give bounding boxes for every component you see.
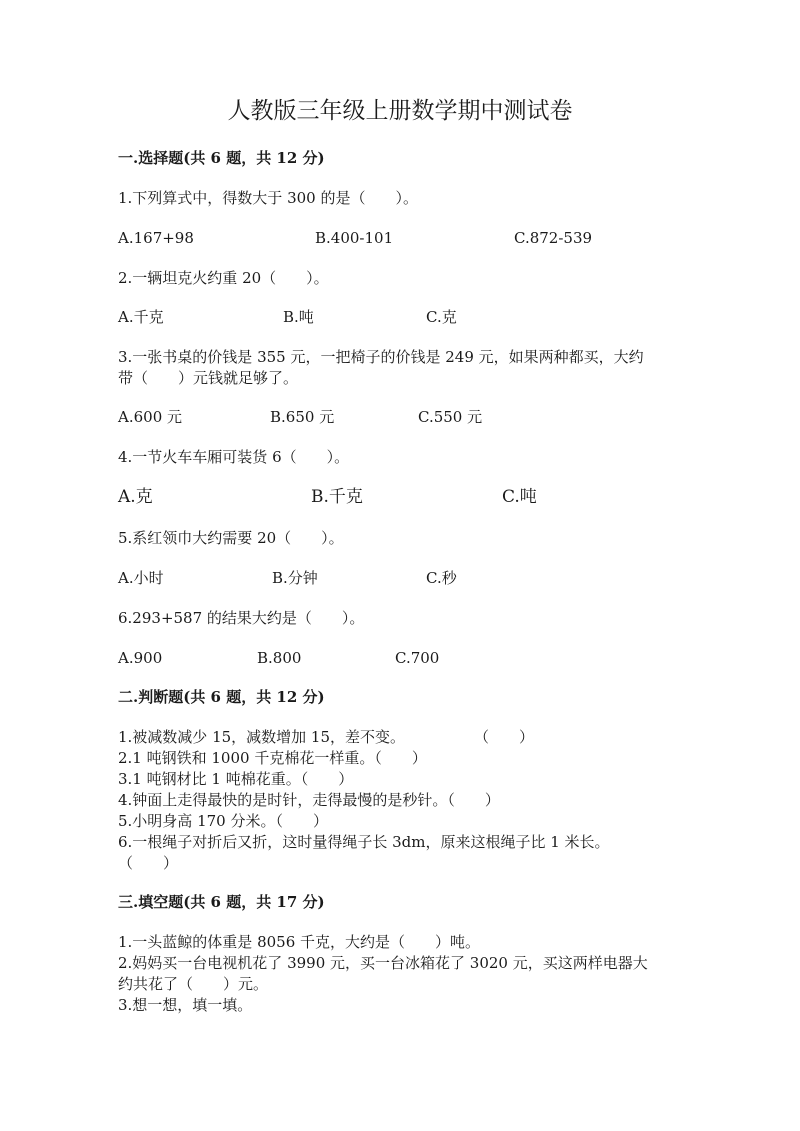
section-heading-choice: 一.选择题(共 6 题，共 12 分) [118,149,325,167]
question-text: 5.系红领巾大约需要 20（ ）。 [118,529,344,547]
fill-item-line-1: 2.妈妈买一台电视机花了 3990 元，买一台冰箱花了 3020 元，买这两样电器大 [118,954,648,972]
option-b: B.400-101 [315,229,394,247]
judgment-item: 1.被减数减少 15，减数增加 15，差不变。 [118,728,406,746]
option-b: B.分钟 [272,569,318,587]
question-text: 1.下列算式中，得数大于 300 的是（ ）。 [118,189,418,207]
section-heading-judgment: 二.判断题(共 6 题，共 12 分) [118,688,325,706]
fill-item: 1.一头蓝鲸的体重是 8056 千克，大约是（ ）吨。 [118,933,481,951]
judgment-item: 3.1 吨钢材比 1 吨棉花重。（ ） [118,770,354,788]
question-text-line-2: 带（ ）元钱就足够了。 [118,369,299,387]
option-a: A.千克 [118,308,164,326]
question-text: 4.一节火车车厢可装货 6（ ）。 [118,448,350,466]
answer-blank: （ ） [474,728,535,746]
fill-item-line-2: 约共花了（ ）元。 [118,975,269,993]
section-heading-fill: 三.填空题(共 6 题，共 17 分) [118,893,325,911]
option-c: C.吨 [502,487,537,507]
option-b: B.吨 [283,308,314,326]
option-c: C.克 [426,308,457,326]
question-text: 2.一辆坦克火约重 20（ ）。 [118,269,329,287]
question-text: 6.293+587 的结果大约是（ ）。 [118,609,365,627]
option-a: A.167+98 [118,229,194,247]
judgment-item: 2.1 吨钢铁和 1000 千克棉花一样重。（ ） [118,749,427,767]
option-c: C.秒 [426,569,457,587]
judgment-item: 4.钟面上走得最快的是时针，走得最慢的是秒针。（ ） [118,791,500,809]
option-b: B.650 元 [270,408,335,426]
option-c: C.872-539 [514,229,593,247]
judgment-item-line-1: 6.一根绳子对折后又折，这时量得绳子长 3dm，原来这根绳子比 1 米长。 [118,833,610,851]
option-a: A.900 [118,649,163,667]
judgment-item: 5.小明身高 170 分米。（ ） [118,812,328,830]
option-b: B.千克 [311,487,363,507]
fill-item: 3.想一想，填一填。 [118,996,253,1014]
judgment-item-line-2: （ ） [118,854,179,872]
option-a: A.克 [118,487,153,507]
option-c: C.700 [395,649,440,667]
option-a: A.600 元 [118,408,182,426]
page-title: 人教版三年级上册数学期中测试卷 [227,98,573,124]
question-text-line-1: 3.一张书桌的价钱是 355 元，一把椅子的价钱是 249 元，如果两种都买，大约 [118,348,644,366]
option-b: B.800 [257,649,302,667]
option-c: C.550 元 [418,408,483,426]
option-a: A.小时 [118,569,164,587]
